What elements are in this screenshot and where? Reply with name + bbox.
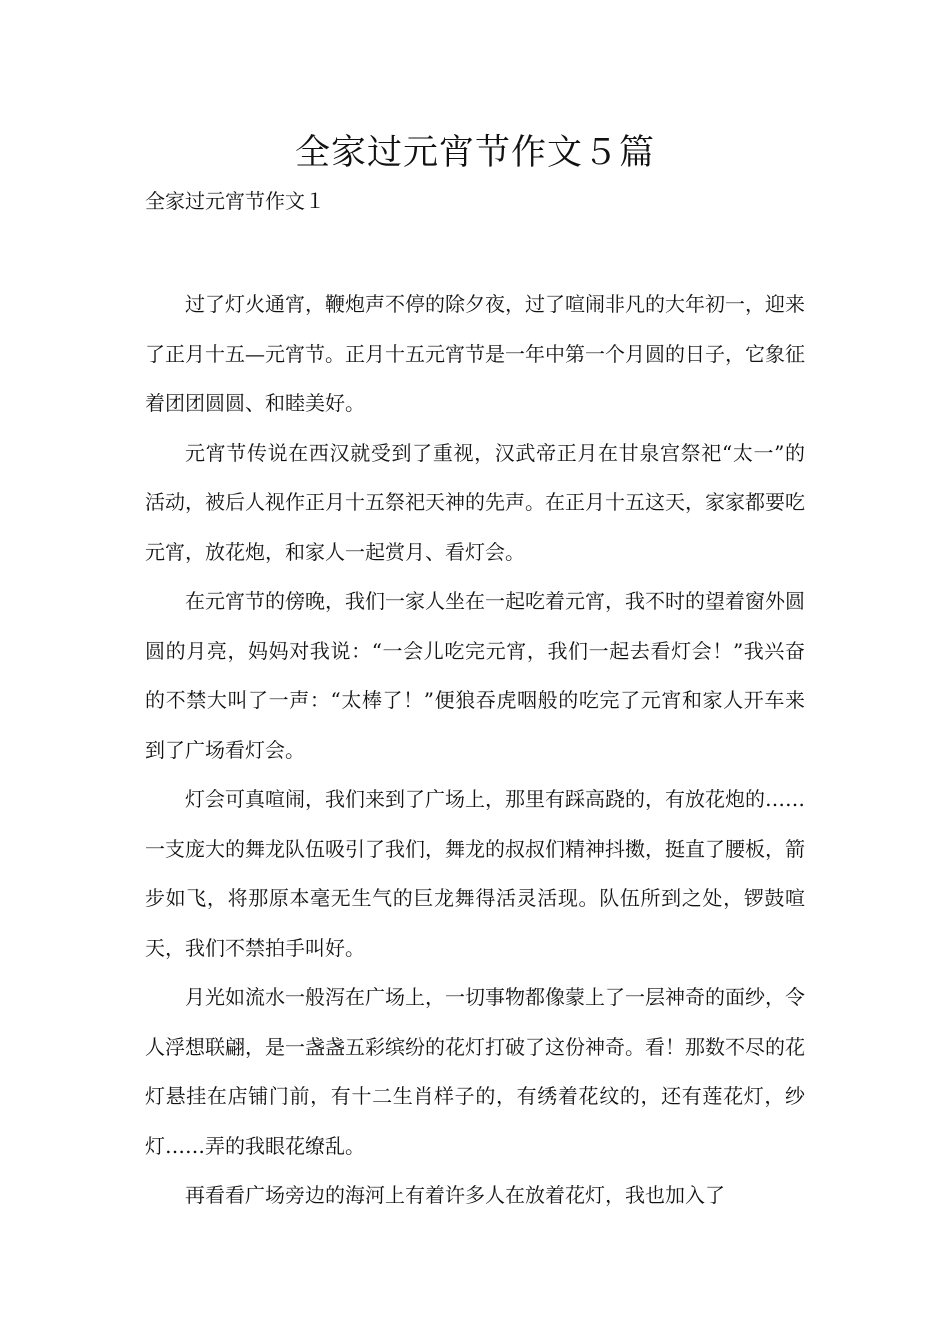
document-body [145,280,805,1221]
paragraph: 灯会可真喧闹，我们来到了广场上，那里有踩高跷的，有放花炮的……一支庞大的舞龙队伍吸引了我们，舞龙的叔叔们精神抖擞，挺直了腰板，箭步如飞，将那原本毫无生气的巨龙舞得活灵活现。队伍所到之处，锣鼓喧天，我们不禁拍手叫好。 [145,787,805,960]
document-subtitle: 全家过元宵节作文１ [145,189,325,213]
paragraph: 过了灯火通宵，鞭炮声不停的除夕夜，过了喧闹非凡的大年初一，迎来了正月十五—元宵节。正月十五元宵节是一年中第一个月圆的日子，它象征着团团圆圆、和睦美好。 [145,292,805,415]
paragraph: 再看看广场旁边的海河上有着许多人在放着花灯，我也加入了 [185,1183,725,1207]
paragraph: 在元宵节的傍晚，我们一家人坐在一起吃着元宵，我不时的望着窗外圆圆的月亮，妈妈对我说：“一会儿吃完元宵，我们一起去看灯会！”我兴奋的不禁大叫了一声：“太棒了！”便狼吞虎咽般的吃完了元宵和家人开车来到了广场看灯会。 [145,589,805,762]
paragraph: 月光如流水一般泻在广场上，一切事物都像蒙上了一层神奇的面纱，令人浮想联翩，是一盏盏五彩缤纷的花灯打破了这份神奇。看！那数不尽的花灯悬挂在店铺门前，有十二生肖样子的，有绣着花纹的，还有莲花灯，纱灯……弄的我眼花缭乱。 [145,985,805,1158]
paragraph: 元宵节传说在西汉就受到了重视，汉武帝正月在甘泉宫祭祀“太一”的活动，被后人视作正月十五祭祀天神的先声。在正月十五这天，家家都要吃元宵，放花炮，和家人一起赏月、看灯会。 [145,440,805,564]
document-title: 全家过元宵节作文５篇 [294,133,655,173]
